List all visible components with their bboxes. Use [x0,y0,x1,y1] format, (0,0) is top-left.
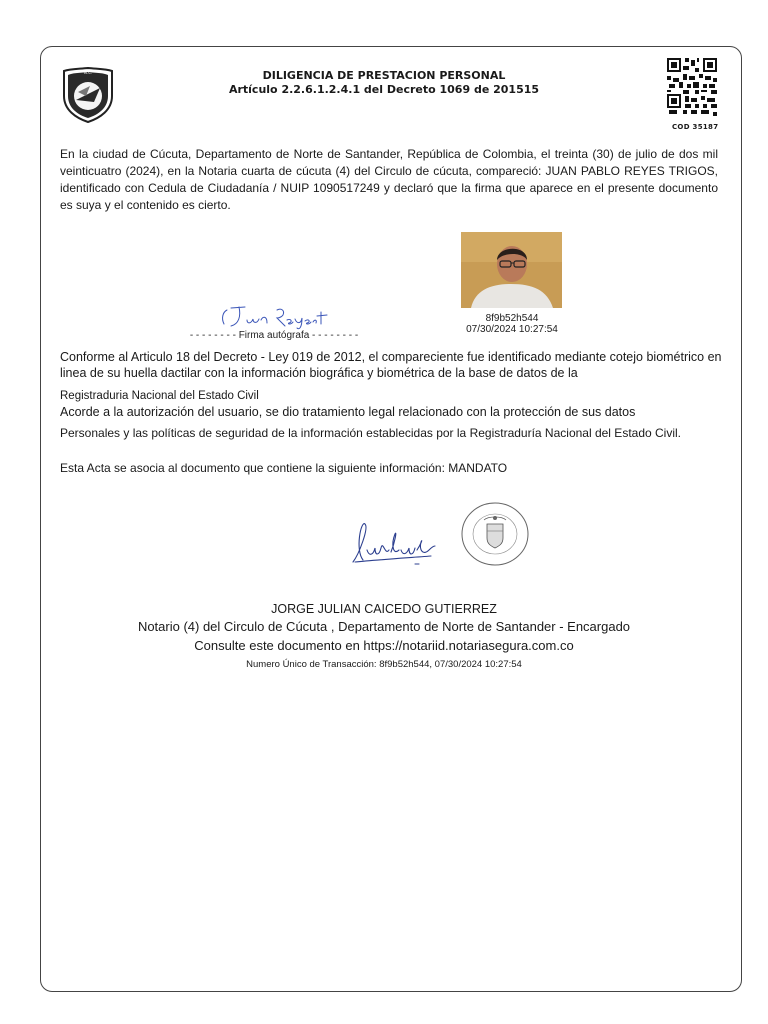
data-treatment-paragraph: Acorde a la autorización del usuario, se dio tratamiento legal relacionado con la protección de sus datos [60,405,636,419]
attestation-paragraph: En la ciudad de Cúcuta, Departamento de Norte de Santander, República de Colombia, el treinta (30) de julio de dos mil veinticuatro (2024), en la Notaria cuarta de cúcuta (4) del Circulo de cúcuta, compareció: JUAN PABLO REYES TRIGOS, identificado con Cedula de Ciudadanía / NUIP 1090517249 y declaró que la firma que aparece en el presente documento es suya y el contenido es cierto. [60,147,718,212]
signature-label: - - - - - - - - Firma autógrafa - - - - - - - - [189,330,359,341]
biometric-photo [461,232,562,308]
notary-name: JORGE JULIAN CAICEDO GUTIERREZ [271,602,497,616]
registraduria-line: Registraduria Nacional del Estado Civil [60,390,259,402]
transaction-number: Numero Único de Transacción: 8f9b52h544, 07/30/2024 10:27:54 [246,659,522,670]
consult-link-text[interactable]: Consulte este documento en https://notariid.notariasegura.com.co [194,638,574,653]
document-code: COD 35187 [672,123,719,131]
document-subtitle: Artículo 2.2.6.1.2.4.1 del Decreto 1069 de 201515 [228,83,540,96]
svg-text:N.C.: N.C. [83,70,93,75]
notary-seal-icon [458,500,532,568]
photo-timestamp: 07/30/2024 10:27:54 [466,324,558,335]
privacy-paragraph: Personales y las políticas de seguridad de la información establecidas por la Registraduría Nacional del Estado Civil. [60,426,681,440]
photo-id: 8f9b52h544 [485,313,539,324]
notary-role: Notario (4) del Circulo de Cúcuta , Departamento de Norte de Santander - Encargado [137,619,631,634]
notary-signature-icon [345,510,445,570]
document-title: DILIGENCIA DE PRESTACION PERSONAL [262,69,506,82]
document-association-paragraph: Esta Acta se asocia al documento que contiene la siguiente información: MANDATO [60,461,508,475]
biometric-paragraph: Conforme al Articulo 18 del Decreto - Ley 019 de 2012, el compareciente fue identificado mediante cotejo biométrico en linea de su huella dactilar con la información biográfica y biométrica de la base de datos de la [60,350,722,380]
handwritten-signature-icon [205,302,335,332]
qr-code-icon [667,58,717,116]
